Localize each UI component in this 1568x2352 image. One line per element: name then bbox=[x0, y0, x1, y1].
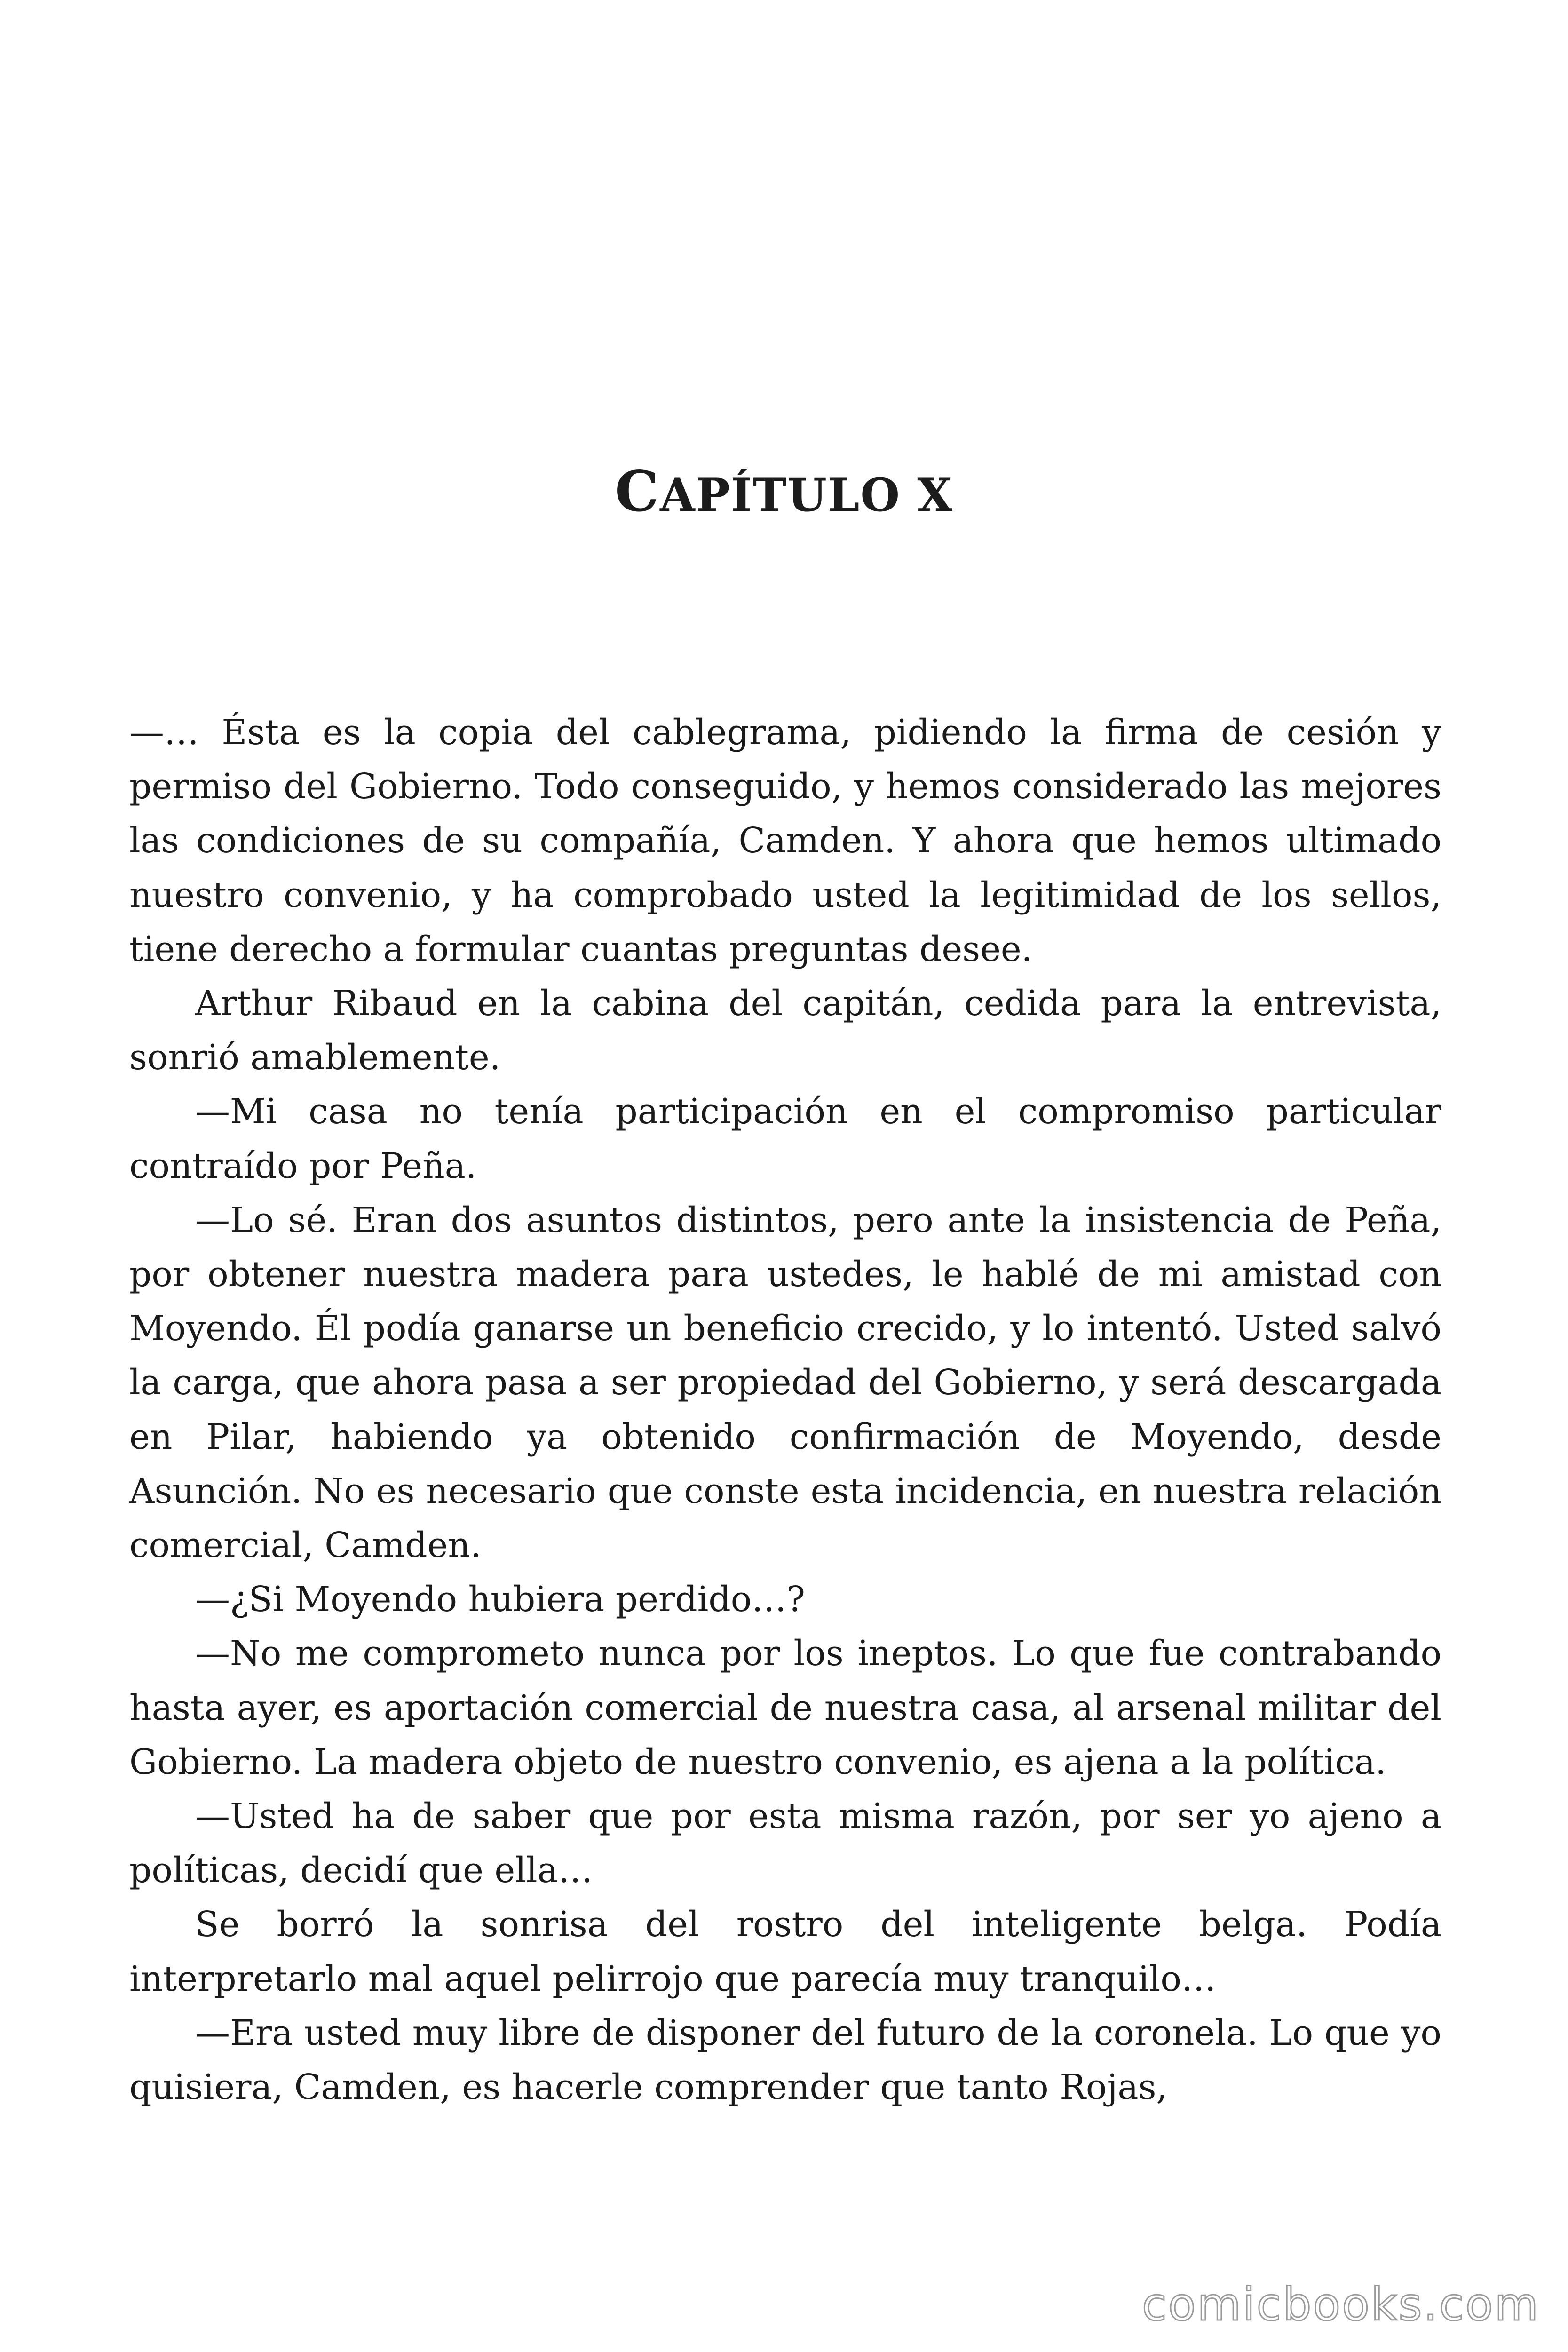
paragraph: —… Ésta es la copia del cablegrama, pidiendo la firma de cesión y permiso del Gobierno. Todo conseguido, y hemos considerado las mejores las condiciones de su compañía, Camden. Y ahora que hemos ultimado nuestro convenio, y ha comprobado usted la legitimidad de los sellos, tiene derecho a formular cuantas preguntas desee. bbox=[129, 712, 1441, 969]
paragraph: —Lo sé. Eran dos asuntos distintos, pero ante la insistencia de Peña, por obtener nuestra madera para ustedes, le hablé de mi amistad con Moyendo. Él podía ganarse un beneficio crecido, y lo intentó. Usted salvó la carga, que ahora pasa a ser propiedad del Gobierno, y será descargada en Pilar, habiendo ya obtenido confirmación de Moyendo, desde Asunción. No es necesario que conste esta incidencia, en nuestra relación comercial, Camden. bbox=[129, 1200, 1441, 1566]
body-text bbox=[129, 706, 1441, 2114]
paragraph: —Mi casa no tenía participación en el compromiso particular contraído por Peña. bbox=[129, 1091, 1441, 1186]
chapter-title-rest: APÍTULO X bbox=[660, 469, 953, 522]
chapter-title-initial: C bbox=[615, 459, 660, 524]
paragraph: —Era usted muy libre de disponer del futuro de la coronela. Lo que yo quisiera, Camden, es hacerle comprender que tanto Rojas, bbox=[129, 2012, 1441, 2108]
paragraph: Arthur Ribaud en la cabina del capitán, cedida para la entrevista, sonrió amablemente. bbox=[129, 983, 1441, 1078]
paragraph: —Usted ha de saber que por esta misma razón, por ser yo ajeno a políticas, decidí que ella… bbox=[129, 1796, 1441, 1891]
paragraph: —¿Si Moyendo hubiera perdido…? bbox=[195, 1579, 805, 1620]
watermark-logo: comicbooks.com bbox=[1141, 2278, 1540, 2331]
paragraph: —No me comprometo nunca por los ineptos. Lo que fue contrabando hasta ayer, es aportación comercial de nuestra casa, al arsenal militar del Gobierno. La madera objeto de nuestro convenio, es ajena a la política. bbox=[129, 1633, 1441, 1782]
paragraph: Se borró la sonrisa del rostro del inteligente belga. Podía interpretarlo mal aquel pelirrojo que parecía muy tranquilo… bbox=[129, 1904, 1441, 1999]
chapter-title bbox=[0, 459, 1568, 524]
